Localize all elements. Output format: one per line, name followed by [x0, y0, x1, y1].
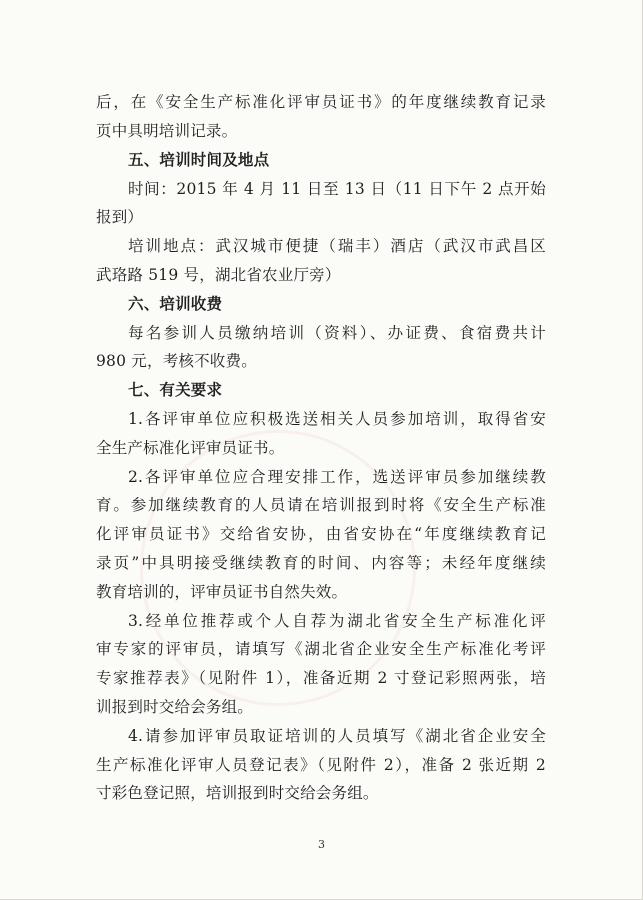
- section-heading-7: 七、有关要求: [128, 380, 223, 399]
- paragraph-line: 训报到时交给会务组。: [96, 698, 254, 716]
- paragraph-line: 培训地点：武汉城市便捷（瑞丰）酒店（武汉市武昌区: [128, 237, 546, 255]
- paragraph-line: 1.各评审单位应积极选送相关人员参加培训，取得省安: [128, 410, 546, 428]
- paragraph-line: 审专家的评审员，请填写《湖北省企业安全生产标准化考评: [96, 640, 546, 658]
- paragraph-line: 4.请参加评审员取证培训的人员填写《湖北省企业安全: [128, 727, 546, 745]
- paragraph-line: 专家推荐表》（见附件 1），准备近期 2 寸登记彩照两张，培: [96, 669, 546, 687]
- paragraph-line: 生产标准化评审人员登记表》（见附件 2），准备 2 张近期 2: [96, 756, 546, 774]
- paragraph-line: 育。参加继续教育的人员请在培训报到时将《安全生产标准: [96, 496, 546, 514]
- paragraph-line: 页中具明培训记录。: [96, 122, 238, 140]
- paragraph-line: 980 元，考核不收费。: [96, 352, 257, 370]
- paragraph-line: 每名参训人员缴纳培训（资料）、办证费、食宿费共计: [128, 324, 546, 342]
- paragraph-line: 后，在《安全生产标准化评审员证书》的年度继续教育记录: [96, 93, 546, 111]
- section-heading-5: 五、培训时间及地点: [128, 150, 270, 169]
- paragraph-line: 武珞路 519 号，湖北省农业厅旁）: [96, 266, 341, 284]
- page-number: 3: [318, 838, 325, 851]
- paragraph-line: 2.各评审单位应合理安排工作，选送评审员参加继续教: [128, 468, 546, 486]
- paragraph-line: 全生产标准化评审员证书。: [96, 439, 285, 457]
- section-heading-6: 六、培训收费: [128, 294, 223, 313]
- paragraph-line: 3.经单位推荐或个人自荐为湖北省安全生产标准化评: [128, 612, 546, 630]
- paragraph-line: 化评审员证书》交给省安协，由省安协在“年度继续教育记: [96, 525, 546, 543]
- paragraph-line: 教育培训的，评审员证书自然失效。: [96, 583, 348, 601]
- paragraph-line: 寸彩色登记照，培训报到时交给会务组。: [96, 784, 379, 802]
- paragraph-line: 录页”中具明接受继续教育的时间、内容等；未经年度继续: [96, 554, 546, 572]
- paragraph-line: 报到）: [96, 208, 144, 226]
- paragraph-line: 时间：2015 年 4 月 11 日至 13 日（11 日下午 2 点开始: [128, 180, 546, 198]
